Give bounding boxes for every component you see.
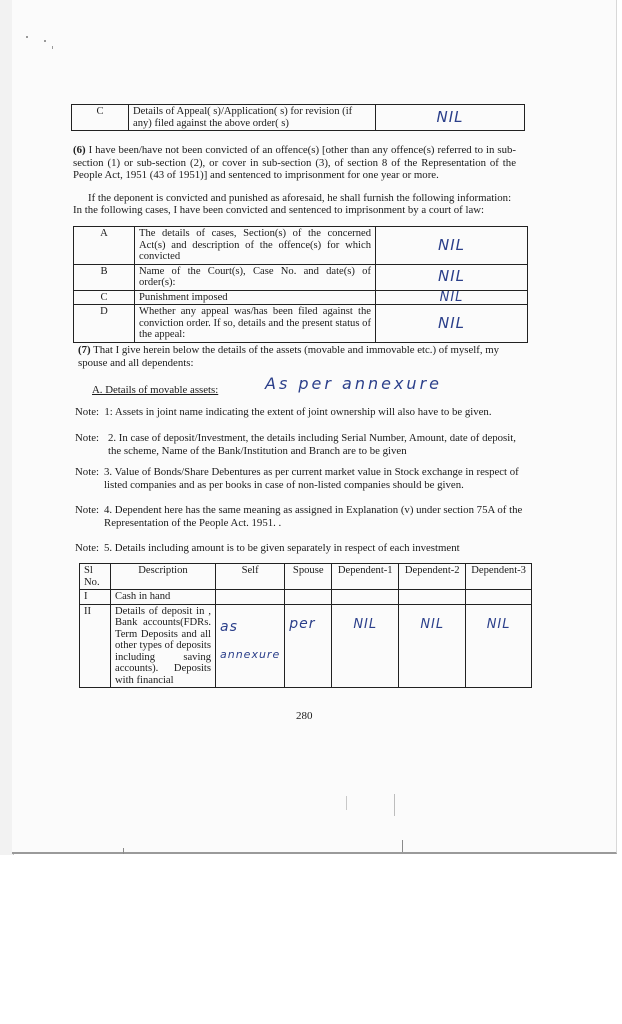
- row-value: NIL: [376, 227, 528, 265]
- table-header-row: [80, 564, 532, 590]
- row-description: Punishment imposed: [135, 290, 376, 305]
- scan-speck: [44, 40, 46, 42]
- cell-description: Details of deposit in , Bank accounts(FDRs. Term Deposits and all other types of deposits including saving accounts). Deposits with financial: [111, 604, 216, 688]
- handwritten-text: as: [220, 618, 238, 635]
- row-value: NIL: [376, 105, 525, 131]
- note-prefix: Note:: [75, 542, 99, 554]
- cell-dependent-2: NIL: [399, 604, 466, 688]
- section-6-paragraph: [73, 144, 516, 182]
- row-label: D: [74, 305, 135, 343]
- note-prefix: Note:: [75, 466, 99, 478]
- section-6-intro-2: In the following cases, I have been convicted and sentenced to imprisonment by a court of law:: [73, 204, 485, 216]
- cell-self: [216, 604, 285, 688]
- table-row: [74, 227, 528, 265]
- cell-description: Cash in hand: [111, 590, 216, 605]
- column-header: Dependent-1: [332, 564, 399, 590]
- scan-speck: [52, 46, 53, 49]
- conviction-table: [73, 226, 528, 343]
- column-header: Spouse: [285, 564, 332, 590]
- note-4-text: 4. Dependent here has the same meaning as assigned in Explanation (v) under section 75A of the Representation of the People Act. 1951. .: [104, 504, 523, 529]
- column-header: Dependent-3: [466, 564, 532, 590]
- table-row: [74, 290, 528, 305]
- cell-sl: II: [80, 604, 111, 688]
- note-text: 1: Assets in joint name indicating the extent of joint ownership will also have to be given.: [104, 406, 492, 418]
- scan-mark: [346, 796, 347, 810]
- cell-spouse: per: [285, 604, 332, 688]
- assets-table: [79, 563, 532, 688]
- scan-mark: [402, 840, 403, 852]
- table-row: [74, 264, 528, 290]
- cell-dependent-3: NIL: [466, 604, 532, 688]
- appeal-table: [71, 104, 525, 131]
- row-label: C: [72, 105, 129, 131]
- row-label: B: [74, 264, 135, 290]
- row-description: Name of the Court(s), Case No. and date(s) of order(s):: [135, 264, 376, 290]
- section-6-intro-1: If the deponent is convicted and punished as aforesaid, he shall furnish the following information:: [88, 192, 512, 204]
- section-text: That I give herein below the details of the assets (movable and immovable etc.) of myself, my spouse and all dependents:: [78, 344, 500, 369]
- column-header: Dependent-2: [399, 564, 466, 590]
- table-row: [74, 305, 528, 343]
- section-text: I have been/have not been convicted of an offence(s) [other than any offence(s) referred to in sub-section (1) or sub-section (2), or cover in sub-section (3), of section 8 of the Representation of the People Act, 1951 (43 of 1951)] and sentenced to imprisonment for one year or more.: [73, 144, 516, 181]
- note-1: [75, 406, 525, 419]
- row-value: NIL: [376, 290, 528, 305]
- column-header: Sl No.: [80, 564, 111, 590]
- handwritten-text: annexure: [220, 647, 281, 661]
- note-2-text: 2. In case of deposit/Investment, the details including Serial Number, Amount, date of deposit, the scheme, Name of the Bank/Institution and Branch are to be given: [108, 432, 516, 457]
- row-value: NIL: [376, 305, 528, 343]
- section-number: (6): [73, 144, 86, 156]
- section-number: (7): [78, 344, 91, 356]
- cell-dependent-2: [399, 590, 466, 605]
- table-row: [72, 105, 525, 131]
- row-description: Details of Appeal( s)/Application( s) for revision (if any) filed against the above order( s): [129, 105, 376, 131]
- cell-dependent-3: [466, 590, 532, 605]
- note-5-text: 5. Details including amount is to be given separately in respect of each investment: [104, 542, 460, 554]
- cell-dependent-1: NIL: [332, 604, 399, 688]
- note-prefix: Note:: [75, 406, 99, 418]
- note-prefix: Note:: [75, 432, 99, 444]
- cell-self: [216, 590, 285, 605]
- row-description: Whether any appeal was/has been filed against the conviction order. If so, details and the present status of the appeal:: [135, 305, 376, 343]
- row-label: C: [74, 290, 135, 305]
- scan-mark: [394, 794, 395, 816]
- note-prefix: Note:: [75, 504, 99, 516]
- page-number: 280: [296, 710, 313, 722]
- column-header: Self: [216, 564, 285, 590]
- scan-mark: [123, 848, 124, 854]
- cell-dependent-1: [332, 590, 399, 605]
- row-label: A: [74, 227, 135, 265]
- scan-speck: [26, 36, 28, 38]
- note-3-text: 3. Value of Bonds/Share Debentures as per current market value in Stock exchange in respect of listed companies and as per books in case of non-listed companies should be given.: [104, 466, 519, 491]
- row-description: The details of cases, Section(s) of the concerned Act(s) and description of the offence(s) for which convicted: [135, 227, 376, 265]
- row-value: NIL: [376, 264, 528, 290]
- movable-assets-value: As per annexure: [265, 374, 442, 393]
- cell-spouse: [285, 590, 332, 605]
- table-row: [80, 590, 532, 605]
- movable-assets-label: A. Details of movable assets:: [92, 384, 219, 396]
- column-header: Description: [111, 564, 216, 590]
- table-row: [80, 604, 532, 688]
- cell-sl: I: [80, 590, 111, 605]
- section-7-paragraph: [78, 344, 528, 369]
